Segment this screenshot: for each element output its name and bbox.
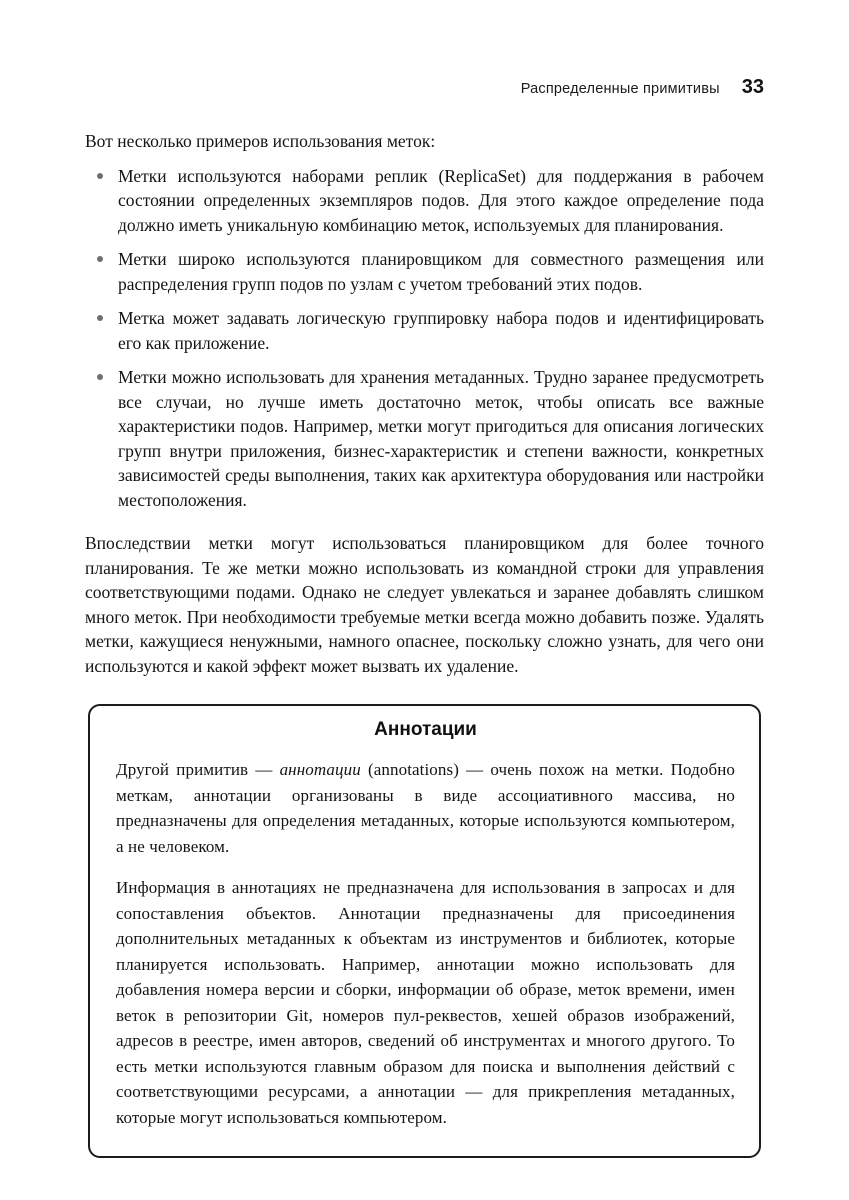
list-item-text: Метки широко используются планировщиком для совместного размещения или распределения групп подов по узлам с учетом требований этих подов. (118, 249, 764, 294)
note-paragraph-1 (116, 757, 735, 859)
list-item (85, 306, 764, 355)
bullet-icon (97, 374, 103, 380)
note-p1-lead: Другой примитив — (116, 760, 280, 779)
list-item-text: Метка может задавать логическую группировку набора подов и идентифицировать его как приложение. (118, 308, 764, 353)
list-item-text: Метки можно использовать для хранения метаданных. Трудно заранее предусмотреть все случаи, но лучше иметь достаточно меток, чтобы описать все важные характеристики подов. Например, метки могут пригодиться для описания логических групп внутри приложения, бизнес-характеристик и степени важности, конкретных зависимостей среды выполнения, таких как архитектура оборудования или настройки местоположения. (118, 367, 764, 510)
list-item (85, 365, 764, 512)
bullet-icon (97, 315, 103, 321)
list-item-text: Метки используются наборами реплик (ReplicaSet) для поддержания в рабочем состоянии определенных экземпляров подов. Для этого каждое определение пода должно иметь уникальную комбинацию меток, используемых для планирования. (118, 165, 764, 235)
bullet-icon (97, 173, 103, 179)
chapter-title: Распределенные примитивы (520, 81, 720, 97)
intro-paragraph: Вот несколько примеров использования меток: (85, 131, 436, 151)
annotations-note-box (88, 704, 761, 1158)
list-item (85, 164, 764, 238)
note-box-title: Аннотации (374, 719, 477, 740)
bullet-icon (97, 256, 103, 262)
body-paragraph: Впоследствии метки могут использоваться планировщиком для более точного планирования. Те же метки можно использовать из командной строки для управления соответствующими подами. Однако не следует увлекаться и заранее добавлять слишком много меток. При необходимости требуемые метки всегда можно добавить позже. Удалять метки, кажущиеся ненужными, намного опаснее, поскольку сложно узнать, для чего они используются и какой эффект может вызвать их удаление. (85, 533, 764, 676)
note-p1-term: аннотации (279, 760, 361, 779)
bullet-list (85, 164, 764, 513)
note-paragraph-2: Информация в аннотациях не предназначена для использования в запросах и для сопоставления объектов. Аннотации предназначены для присоединения дополнительных метаданных к объектам из инструментов и библиотек, которые планируется использовать. Например, аннотации можно использовать для добавления номера версии и сборки, информации об образе, меток времени, имен веток в репозитории Git, номеров пул-реквестов, хешей образов изображений, адресов в реестре, имен авторов, сведений об инструментах и многого другого. То есть метки используются главным образом для поиска и выполнения действий с соответствующими ресурсами, а аннотации — для прикрепления метаданных, которые могут использоваться компьютером. (116, 878, 735, 1127)
page-content (85, 129, 764, 1158)
list-item (85, 247, 764, 296)
running-head (85, 76, 764, 99)
page-number: 33 (741, 76, 764, 98)
note-p1-rest: (annotations) — очень похож на метки. Подобно меткам, аннотации организованы в виде ассоциативного массива, но предназначены для определения метаданных, которые используются компьютером, а не человеком. (116, 760, 735, 856)
